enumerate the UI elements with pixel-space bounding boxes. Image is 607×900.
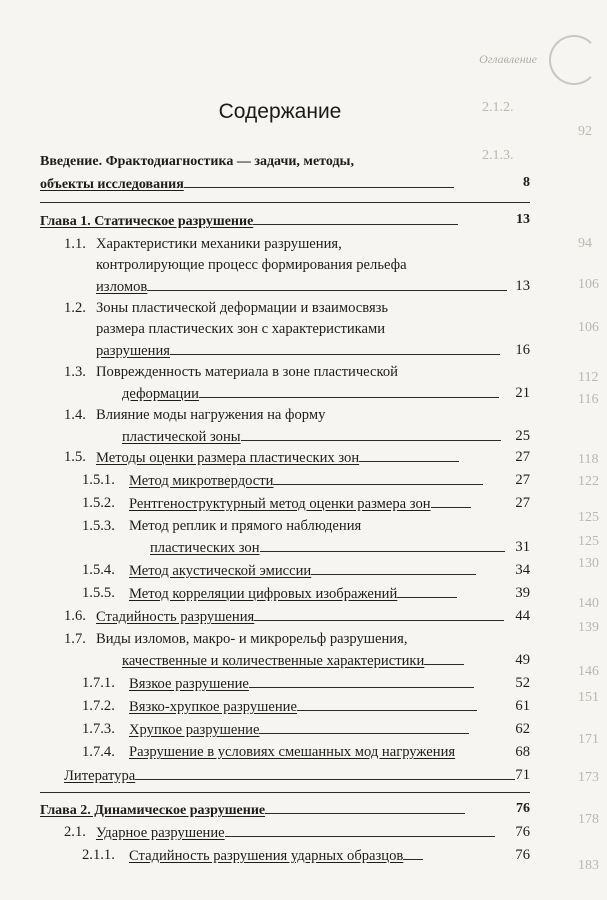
bleed-number: 118 — [578, 452, 599, 467]
toc-entry-page: 71 — [515, 767, 530, 783]
bleed-number: 130 — [578, 556, 599, 571]
bleed-number: 2.1.2. — [482, 100, 514, 115]
toc-entry-page: 27 — [515, 495, 530, 511]
toc-entry-number: 1.5.3. — [82, 518, 115, 534]
toc-entry-text: Поврежденность материала в зоне пластической — [96, 364, 398, 380]
toc-entry-page: 25 — [515, 428, 530, 444]
toc-entry-number: 1.1. — [64, 236, 86, 252]
toc-entry-text: Метод микротвердости — [129, 470, 483, 491]
divider — [40, 202, 530, 203]
toc-entry-text: Хрупкое разрушение — [129, 719, 469, 740]
toc-entry-text: Литература — [64, 765, 515, 786]
toc-entry-text: изломов — [96, 276, 507, 297]
toc-entry-text: Характеристики механики разрушения, — [96, 236, 342, 252]
toc-entry-page: 21 — [515, 385, 530, 401]
bleed-header: Оглавление — [479, 52, 537, 66]
toc-entry-page: 76 — [516, 801, 530, 816]
toc-entry-page: 31 — [515, 539, 530, 555]
toc-entry-number: 1.5. — [64, 449, 86, 465]
bleed-number: 122 — [578, 474, 599, 489]
toc-entry-text: объекты исследования — [40, 173, 480, 195]
toc-entry-text: Метод корреляции цифровых изображений — [129, 583, 457, 604]
bleed-number: 125 — [578, 534, 599, 549]
toc-entry-text: Вязкое разрушение — [129, 673, 474, 694]
toc-entry-page: 39 — [515, 585, 530, 601]
toc-entry-number: 1.7.2. — [82, 698, 115, 714]
bleed-number: 151 — [578, 690, 599, 705]
toc-entry-page: 16 — [515, 342, 530, 358]
bleed-number: 125 — [578, 510, 599, 525]
toc-entry-number: 1.5.5. — [82, 585, 115, 601]
toc-entry-text: Методы оценки размера пластических зон — [96, 447, 459, 468]
toc-entry-text: Ударное разрушение — [96, 822, 495, 843]
bleed-number: 94 — [578, 236, 592, 251]
bleed-number: 183 — [578, 858, 599, 873]
bleed-number: 92 — [578, 124, 592, 139]
toc-entry-text: Глава 1. Статическое разрушение — [40, 210, 458, 232]
toc-entry-number: 1.5.4. — [82, 562, 115, 578]
toc-entry-text: деформации — [122, 383, 499, 404]
toc-entry-text: Стадийность разрушения — [96, 606, 504, 627]
toc-entry-page: 27 — [515, 472, 530, 488]
toc-entry-text: пластических зон — [150, 537, 505, 558]
toc-entry-text: размера пластических зон с характеристиками — [96, 321, 386, 337]
page-title: Содержание — [218, 100, 342, 123]
toc-entry-page: 13 — [516, 212, 530, 227]
toc-entry-text: Метод акустической эмиссии — [129, 560, 476, 581]
toc-entry-number: 2.1. — [64, 824, 86, 840]
toc-entry-page: 44 — [515, 608, 530, 624]
bleed-logo — [549, 35, 599, 85]
toc-entry-text: Зоны пластической деформации и взаимосвязь — [96, 300, 389, 316]
toc-entry-text: Стадийность разрушения ударных образцов — [129, 845, 423, 866]
toc-entry-text: Глава 2. Динамическое разрушение — [40, 799, 465, 821]
toc-entry-page: 49 — [515, 652, 530, 668]
toc-entry-page: 68 — [515, 744, 530, 760]
toc-entry-number: 1.6. — [64, 608, 86, 624]
toc-entry-text: Рентгеноструктурный метод оценки размера зон — [129, 493, 471, 514]
toc-entry-text: пластической зоны — [122, 426, 501, 447]
toc-entry-page: 76 — [515, 824, 530, 840]
bleed-number: 140 — [578, 596, 599, 611]
toc-entry-number: 1.7. — [64, 631, 86, 647]
divider — [40, 792, 530, 793]
bleed-number: 139 — [578, 620, 599, 635]
toc-entry-text: качественные и количественные характеристики — [122, 650, 464, 671]
toc-entry-text: Виды изломов, макро- и микрорельф разрушения, — [96, 631, 408, 647]
toc-entry-number: 1.3. — [64, 364, 86, 380]
bleed-number: 2.1.3. — [482, 148, 514, 163]
toc-entry-page: 62 — [515, 721, 530, 737]
toc-entry-number: 2.1.1. — [82, 847, 115, 863]
toc-entry-page: 13 — [515, 278, 530, 294]
toc-entry-number: 1.7.1. — [82, 675, 115, 691]
bleed-number: 112 — [578, 370, 599, 385]
toc-entry-number: 1.4. — [64, 407, 86, 423]
toc-entry-text: Влияние моды нагружения на форму — [96, 407, 326, 423]
bleed-number: 178 — [578, 812, 599, 827]
toc-entry-number: 1.2. — [64, 300, 86, 316]
bleed-number: 106 — [578, 320, 599, 335]
toc-entry-text: разрушения — [96, 340, 500, 361]
toc-entry-text: Введение. Фрактодиагностика — задачи, методы, — [40, 154, 354, 169]
toc-entry-number: 1.5.2. — [82, 495, 115, 511]
toc-entry-page: 61 — [515, 698, 530, 714]
toc-entry-number: 1.7.3. — [82, 721, 115, 737]
toc-entry-text: Метод реплик и прямого наблюдения — [129, 518, 362, 534]
toc-entry-number: 1.7.4. — [82, 744, 115, 760]
toc-entry-page: 34 — [515, 562, 530, 578]
toc-entry-page: 8 — [523, 175, 530, 190]
toc-entry-page: 52 — [515, 675, 530, 691]
toc-entry-number: 1.5.1. — [82, 472, 115, 488]
bleed-number: 173 — [578, 770, 599, 785]
bleed-number: 146 — [578, 664, 599, 679]
toc-entry-text: Вязко-хрупкое разрушение — [129, 696, 477, 717]
bleed-number: 171 — [578, 732, 599, 747]
bleed-number: 106 — [578, 277, 599, 292]
toc-entry-text: Разрушение в условиях смешанных мод нагружения — [129, 744, 456, 760]
toc-entry-text: контролирующие процесс формирования рельефа — [96, 257, 407, 273]
toc-entry-page: 27 — [515, 449, 530, 465]
bleed-number: 116 — [578, 392, 599, 407]
toc-entry-page: 76 — [515, 847, 530, 863]
